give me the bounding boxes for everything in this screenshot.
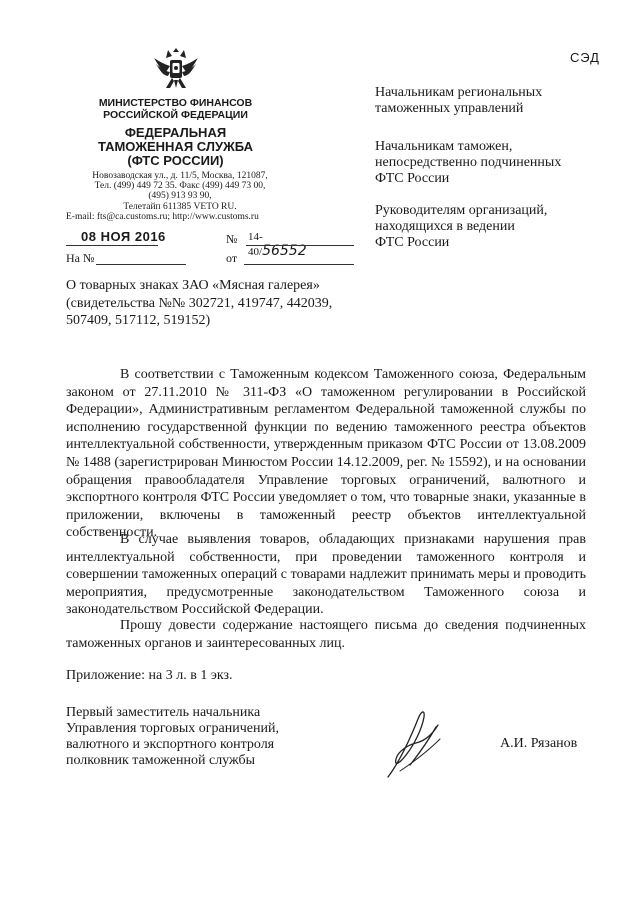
registration-date: 08 НОЯ 2016 [81, 229, 166, 244]
body-paragraph: В случае выявления товаров, обладающих признаками нарушения прав интеллектуальной собственности, при проведении таможенного контроля и совершении таможенных операций с товарами надлежит принимать меры и проводить мероприятия, предусмотренные законодательством Таможенного союза и законодательством Российской Федерации. [66, 532, 586, 618]
service-line: (ФТС РОССИИ) [127, 153, 224, 168]
contact-line: Новозаводская ул., д. 11/5, Москва, 121087, [92, 171, 268, 181]
sed-mark: СЭД [570, 50, 600, 65]
service-line: ФЕДЕРАЛЬНАЯ [124, 125, 227, 140]
addressee-line: Начальникам таможен, [375, 139, 513, 154]
contact-email-line: E-mail: fts@ca.customs.ru; http://www.customs.ru [66, 211, 259, 222]
reference-number-label: На № [66, 251, 95, 265]
body-paragraph: Прошу довести содержание настоящего письма до сведения подчиненных таможенных органов и заинтересованных лиц. [66, 618, 586, 651]
reg-number-label: № [226, 232, 238, 246]
contact-line: (495) 913 93 90, [148, 191, 212, 202]
ministry-name [68, 97, 283, 121]
addressee-line: ФТС России [375, 235, 450, 250]
signatory-name: А.И. Рязанов [500, 736, 578, 751]
coat-of-arms-emblem [150, 42, 202, 94]
addressee-line: ФТС России [375, 171, 450, 186]
addressee-line: Начальникам региональных [375, 85, 543, 100]
addressee-line: Руководителям организаций, [375, 203, 548, 218]
addressee-regional-directorates [375, 85, 615, 117]
signatory-title-line: Первый заместитель начальника [66, 705, 261, 720]
subject-line: О товарных знаках ЗАО «Мясная галерея» [66, 278, 320, 293]
signatory-title [66, 705, 326, 769]
addressee-line: непосредственно подчиненных [375, 155, 562, 170]
subject-line: 507409, 517112, 519152) [66, 313, 211, 328]
reference-number-line [96, 264, 186, 265]
reference-row [66, 251, 296, 265]
handwritten-signature [380, 705, 450, 785]
reference-date-line [244, 264, 354, 265]
reg-number-prefix: 14-40/ [248, 231, 263, 258]
subject-line: (свидетельства №№ 302721, 419747, 442039, [66, 295, 333, 311]
addressee-line: таможенных управлений [375, 101, 524, 116]
contact-line: Тел. (499) 449 72 35. Факс (499) 449 73 00, [94, 181, 266, 192]
date-underline [66, 245, 158, 246]
addressee-line: находящихся в ведении [375, 219, 515, 234]
addressee-customs-heads [375, 139, 615, 187]
ministry-line: РОССИЙСКОЙ ФЕДЕРАЦИИ [103, 109, 248, 121]
service-name [68, 126, 283, 168]
attachment-note: Приложение: на 3 л. в 1 экз. [66, 668, 233, 683]
signatory-title-line: Управления торговых ограничений, [66, 721, 279, 736]
addressee-organizations [375, 203, 615, 251]
number-underline [246, 245, 354, 246]
signatory-title-line: полковник таможенной службы [66, 753, 256, 768]
signatory-title-line: валютного и экспортного контроля [66, 737, 275, 752]
reg-number-handwritten: 56552 [262, 243, 307, 259]
reference-date-label: от [226, 251, 238, 265]
letter-subject [66, 277, 366, 330]
ministry-line: МИНИСТЕРСТВО ФИНАНСОВ [98, 97, 253, 109]
contact-block [62, 171, 298, 222]
service-line: ТАМОЖЕННАЯ СЛУЖБА [97, 139, 254, 154]
body-paragraph: В соответствии с Таможенным кодексом Таможенного союза, Федеральным законом от 27.11.2010 № 311-ФЗ «О таможенном регулировании в Российской Федерации», Административным регламентом Федеральной таможенной службы по исполнению государственной функции по ведению таможенного реестра объектов интеллектуальной собственности, утвержденным приказом ФТС России от 13.08.2009 № 1488 (зарегистрирован Минюстом России 14.12.2009, рег. № 15592), и на основании обращения правообладателя Управление торговых ограничений, валютного и экспортного контроля ФТС России уведомляет о том, что товарные знаки, указанные в приложении, включены в таможенный реестр объектов интеллектуальной собственности. [66, 367, 586, 541]
contact-line: Телетайп 611385 VETO RU. [123, 201, 237, 212]
